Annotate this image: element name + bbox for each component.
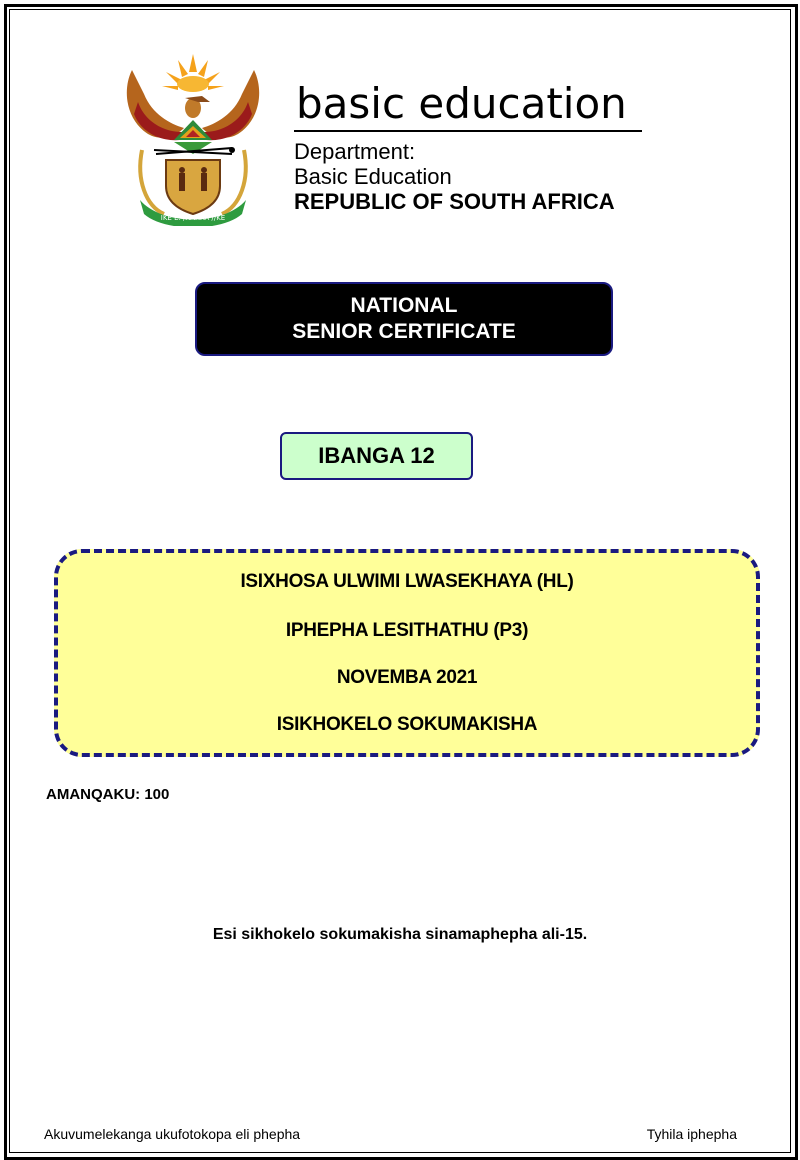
certificate-line-2: SENIOR CERTIFICATE	[292, 320, 516, 343]
department-label: Department:	[294, 139, 416, 164]
subject-language: ISIXHOSA ULWIMI LWASEKHAYA (HL)	[240, 571, 574, 592]
country-name: REPUBLIC OF SOUTH AFRICA	[294, 189, 615, 214]
coat-of-arms-icon	[122, 50, 264, 226]
subject-date: NOVEMBA 2021	[336, 667, 478, 688]
subject-paper: IPHEPHA LESITHATHU (P3)	[285, 620, 529, 641]
brand-block	[294, 79, 644, 214]
department-name: Basic Education	[294, 164, 452, 189]
motto-text: IKE E: /XARRA //KE	[160, 214, 226, 222]
grade-badge: IBANGA 12	[280, 432, 473, 480]
brand-title: basic education	[296, 79, 627, 128]
total-marks: AMANQAKU: 100	[46, 786, 170, 803]
turn-page-notice: Tyhila iphepha	[646, 1126, 737, 1142]
certificate-banner	[195, 282, 613, 356]
certificate-line-1: NATIONAL	[350, 294, 458, 317]
brand-divider	[294, 130, 642, 132]
page-count-note: Esi sikhokelo sokumakisha sinamaphepha ali-15.	[212, 926, 588, 943]
subject-document-type: ISIKHOKELO SOKUMAKISHA	[276, 714, 538, 735]
copyright-notice: Akuvumelekanga ukufotokopa eli phepha	[44, 1126, 301, 1142]
subject-panel	[54, 549, 760, 757]
